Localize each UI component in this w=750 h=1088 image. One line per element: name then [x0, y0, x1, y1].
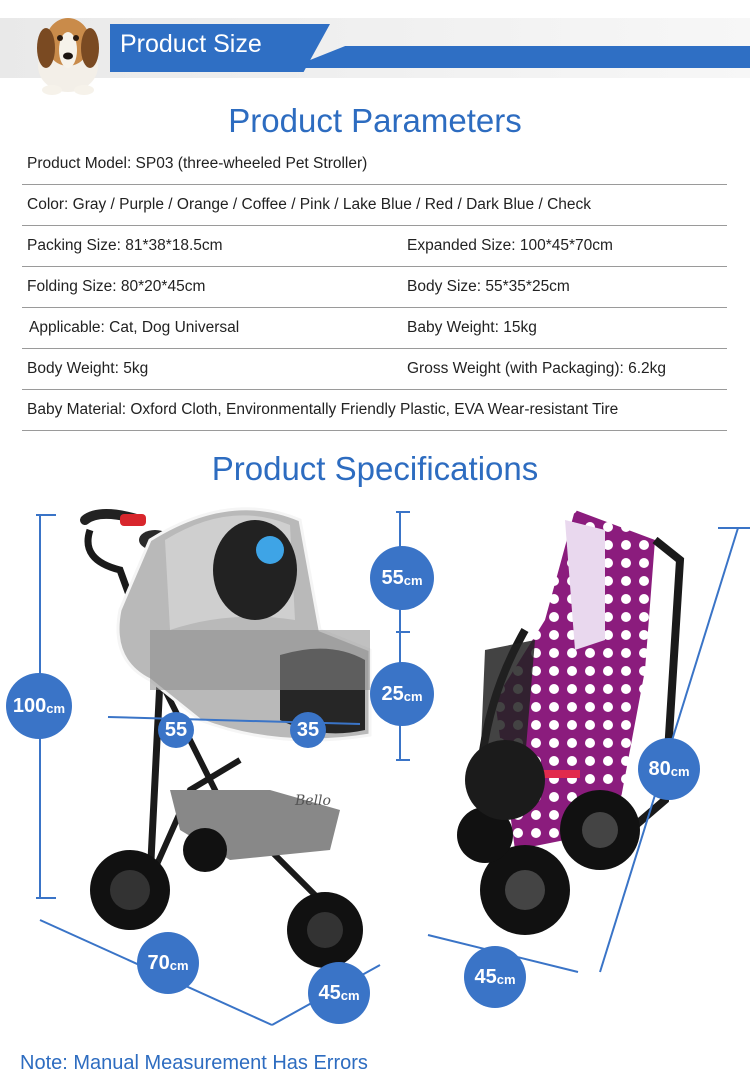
param-model: Product Model: SP03 (three-wheeled Pet Stroller) [27, 155, 368, 172]
dim-top-bubble [370, 546, 434, 610]
dim-mid-bubble [370, 662, 434, 726]
dim-seat-width-bubble [158, 712, 194, 748]
dim-width-value: 45 [318, 981, 341, 1004]
dim-length-bubble [137, 932, 199, 994]
dim-seat-depth-value: 35 [296, 718, 320, 741]
dim-length-unit: cm [169, 957, 189, 973]
header-title: Product Size [120, 30, 262, 58]
dim-fold-width-bubble [464, 946, 526, 1008]
dim-width-bubble [308, 962, 370, 1024]
dim-height-total-value: 100 [12, 694, 47, 717]
dim-mid-unit: cm [403, 688, 423, 704]
dim-fold-length-bubble [638, 738, 700, 800]
dim-height-total-bubble [6, 673, 72, 739]
dim-fold-length-value: 80 [648, 757, 671, 780]
dim-top-unit: cm [403, 572, 423, 588]
param-gross-weight: Gross Weight (with Packaging): 6.2kg [407, 360, 667, 377]
measurement-note: Note: Manual Measurement Has Errors [20, 1052, 368, 1074]
stroller-brand-label: Bello [295, 793, 331, 809]
dim-fold-width-value: 45 [474, 965, 497, 988]
param-material: Baby Material: Oxford Cloth, Environmentally Friendly Plastic, EVA Wear-resistant Tire [27, 401, 619, 418]
specifications-heading: Product Specifications [211, 450, 539, 487]
parameters-heading: Product Parameters [228, 102, 522, 139]
param-expanded-size: Expanded Size: 100*45*70cm [407, 237, 613, 254]
dim-top-value: 55 [381, 566, 404, 589]
param-applicable: Applicable: Cat, Dog Universal [29, 319, 240, 336]
dim-seat-width-value: 55 [164, 718, 188, 741]
dim-fold-width-unit: cm [496, 971, 516, 987]
param-packing-size: Packing Size: 81*38*18.5cm [27, 237, 223, 254]
dim-length-value: 70 [147, 951, 170, 974]
dim-seat-depth-bubble [290, 712, 326, 748]
dim-mid-value: 25 [381, 682, 404, 705]
dim-width-unit: cm [340, 987, 360, 1003]
param-color: Color: Gray / Purple / Orange / Coffee / Pink / Lake Blue / Red / Dark Blue / Check [27, 196, 592, 213]
param-baby-weight: Baby Weight: 15kg [407, 319, 537, 336]
dim-height-total-unit: cm [46, 700, 66, 716]
param-folding-size: Folding Size: 80*20*45cm [27, 278, 206, 295]
param-body-weight: Body Weight: 5kg [27, 360, 149, 377]
param-body-size: Body Size: 55*35*25cm [407, 278, 570, 295]
dim-fold-length-unit: cm [670, 763, 690, 779]
